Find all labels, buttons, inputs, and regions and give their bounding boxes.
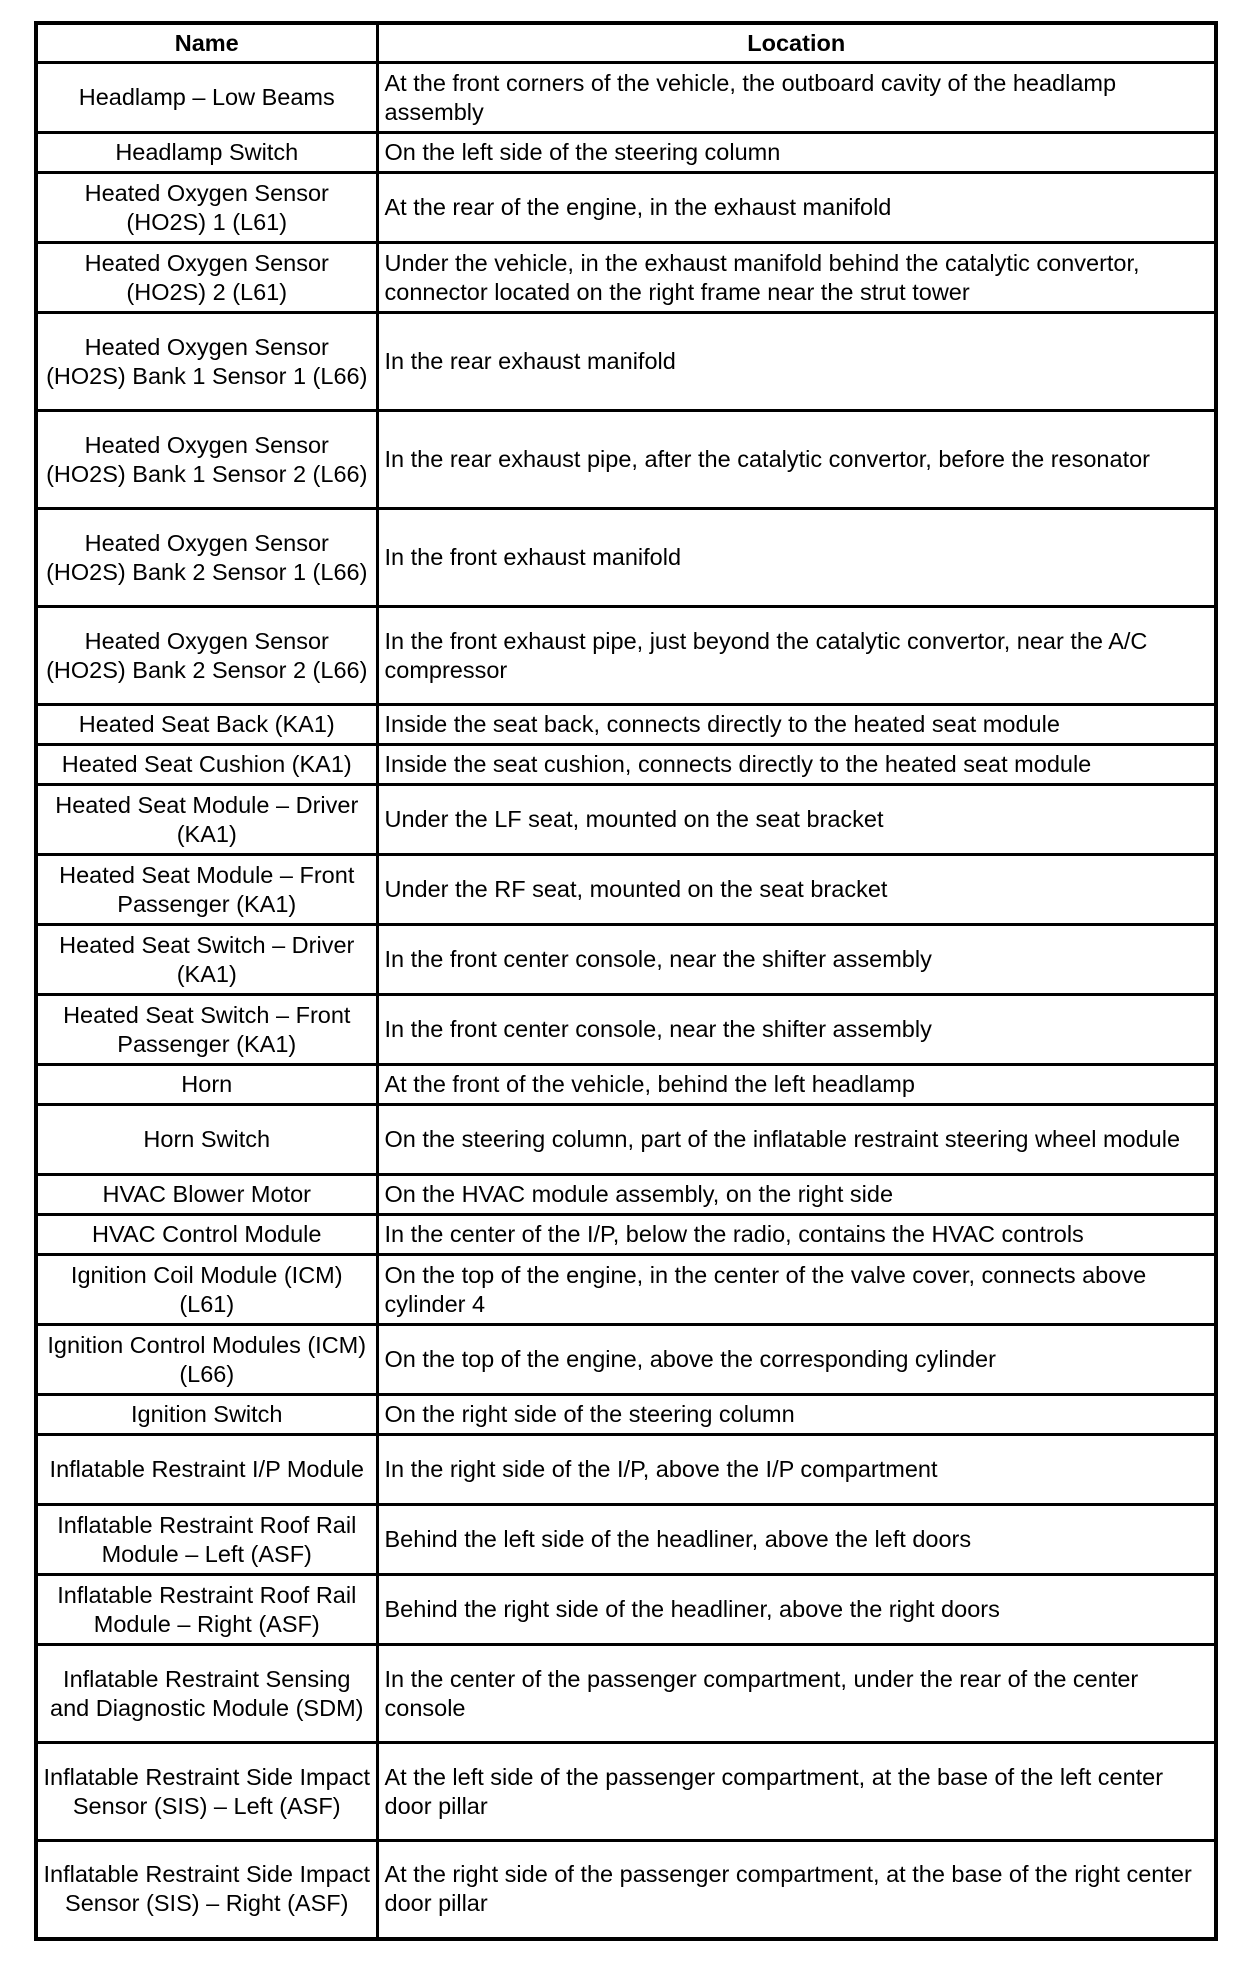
component-location-cell: Behind the left side of the headliner, above the left doors xyxy=(377,1505,1216,1575)
table-row xyxy=(36,509,1216,607)
component-name-cell: Inflatable Restraint Side Impact Sensor (SIS) – Right (ASF) xyxy=(36,1841,377,1939)
component-name-cell: Heated Oxygen Sensor (HO2S) Bank 2 Sensor 2 (L66) xyxy=(36,607,377,705)
component-name-cell: Horn xyxy=(36,1065,377,1105)
table-row xyxy=(36,63,1216,133)
table-row xyxy=(36,855,1216,925)
table-row xyxy=(36,1065,1216,1105)
component-location-cell: In the rear exhaust pipe, after the catalytic convertor, before the resonator xyxy=(377,411,1216,509)
component-name-cell: Inflatable Restraint Roof Rail Module – Right (ASF) xyxy=(36,1575,377,1645)
component-location-cell: On the top of the engine, above the corresponding cylinder xyxy=(377,1325,1216,1395)
component-location-cell: On the steering column, part of the inflatable restraint steering wheel module xyxy=(377,1105,1216,1175)
table-row xyxy=(36,173,1216,243)
table-row xyxy=(36,1215,1216,1255)
component-name-cell: Heated Oxygen Sensor (HO2S) Bank 2 Sensor 1 (L66) xyxy=(36,509,377,607)
component-location-cell: Inside the seat cushion, connects directly to the heated seat module xyxy=(377,745,1216,785)
table-row xyxy=(36,785,1216,855)
component-location-cell: In the center of the I/P, below the radio, contains the HVAC controls xyxy=(377,1215,1216,1255)
column-header-location: Location xyxy=(377,23,1216,63)
table-row xyxy=(36,411,1216,509)
table-row xyxy=(36,607,1216,705)
component-name-cell: Heated Seat Cushion (KA1) xyxy=(36,745,377,785)
table-row xyxy=(36,995,1216,1065)
component-name-cell: HVAC Control Module xyxy=(36,1215,377,1255)
table-row xyxy=(36,1105,1216,1175)
table-row xyxy=(36,1505,1216,1575)
component-name-cell: Inflatable Restraint Side Impact Sensor (SIS) – Left (ASF) xyxy=(36,1743,377,1841)
component-location-cell: In the front center console, near the shifter assembly xyxy=(377,925,1216,995)
component-location-cell: At the rear of the engine, in the exhaust manifold xyxy=(377,173,1216,243)
component-location-cell: Under the vehicle, in the exhaust manifold behind the catalytic convertor, connector located on the right frame near the strut tower xyxy=(377,243,1216,313)
component-location-table xyxy=(34,21,1218,1941)
component-name-cell: Heated Seat Module – Driver (KA1) xyxy=(36,785,377,855)
table-row xyxy=(36,745,1216,785)
component-location-cell: Under the LF seat, mounted on the seat bracket xyxy=(377,785,1216,855)
table-row xyxy=(36,243,1216,313)
component-name-cell: Heated Oxygen Sensor (HO2S) 1 (L61) xyxy=(36,173,377,243)
component-name-cell: Headlamp – Low Beams xyxy=(36,63,377,133)
table-row xyxy=(36,1325,1216,1395)
component-location-cell: On the HVAC module assembly, on the right side xyxy=(377,1175,1216,1215)
component-location-cell: At the front of the vehicle, behind the left headlamp xyxy=(377,1065,1216,1105)
column-header-name: Name xyxy=(36,23,377,63)
component-location-cell: In the front exhaust pipe, just beyond the catalytic convertor, near the A/C compressor xyxy=(377,607,1216,705)
component-name-cell: Heated Seat Switch – Front Passenger (KA1) xyxy=(36,995,377,1065)
component-location-cell: In the center of the passenger compartment, under the rear of the center console xyxy=(377,1645,1216,1743)
component-location-cell: On the left side of the steering column xyxy=(377,133,1216,173)
component-name-cell: HVAC Blower Motor xyxy=(36,1175,377,1215)
component-location-cell: Under the RF seat, mounted on the seat bracket xyxy=(377,855,1216,925)
component-location-cell: On the right side of the steering column xyxy=(377,1395,1216,1435)
component-name-cell: Heated Oxygen Sensor (HO2S) Bank 1 Sensor 1 (L66) xyxy=(36,313,377,411)
component-location-cell: On the top of the engine, in the center of the valve cover, connects above cylinder 4 xyxy=(377,1255,1216,1325)
table-row xyxy=(36,1743,1216,1841)
table-row xyxy=(36,1395,1216,1435)
table-body xyxy=(36,63,1216,1939)
table-row xyxy=(36,1575,1216,1645)
component-name-cell: Heated Oxygen Sensor (HO2S) 2 (L61) xyxy=(36,243,377,313)
header-row xyxy=(36,23,1216,63)
table-row xyxy=(36,1435,1216,1505)
component-name-cell: Inflatable Restraint Sensing and Diagnostic Module (SDM) xyxy=(36,1645,377,1743)
component-name-cell: Ignition Control Modules (ICM) (L66) xyxy=(36,1325,377,1395)
component-name-cell: Heated Oxygen Sensor (HO2S) Bank 1 Sensor 2 (L66) xyxy=(36,411,377,509)
component-name-cell: Inflatable Restraint I/P Module xyxy=(36,1435,377,1505)
table-row xyxy=(36,1841,1216,1939)
component-location-cell: In the front center console, near the shifter assembly xyxy=(377,995,1216,1065)
component-location-cell: At the front corners of the vehicle, the outboard cavity of the headlamp assembly xyxy=(377,63,1216,133)
component-name-cell: Heated Seat Back (KA1) xyxy=(36,705,377,745)
component-location-cell: In the rear exhaust manifold xyxy=(377,313,1216,411)
component-name-cell: Heated Seat Switch – Driver (KA1) xyxy=(36,925,377,995)
table-row xyxy=(36,1255,1216,1325)
component-location-cell: Behind the right side of the headliner, above the right doors xyxy=(377,1575,1216,1645)
component-name-cell: Headlamp Switch xyxy=(36,133,377,173)
component-location-cell: In the front exhaust manifold xyxy=(377,509,1216,607)
component-name-cell: Inflatable Restraint Roof Rail Module – Left (ASF) xyxy=(36,1505,377,1575)
component-name-cell: Heated Seat Module – Front Passenger (KA1) xyxy=(36,855,377,925)
component-name-cell: Ignition Switch xyxy=(36,1395,377,1435)
table-row xyxy=(36,133,1216,173)
table-row xyxy=(36,1645,1216,1743)
table-row xyxy=(36,313,1216,411)
component-location-cell: At the left side of the passenger compartment, at the base of the left center door pillar xyxy=(377,1743,1216,1841)
table-row xyxy=(36,1175,1216,1215)
component-name-cell: Horn Switch xyxy=(36,1105,377,1175)
table-row xyxy=(36,925,1216,995)
component-location-cell: In the right side of the I/P, above the I/P compartment xyxy=(377,1435,1216,1505)
component-location-cell: Inside the seat back, connects directly to the heated seat module xyxy=(377,705,1216,745)
table-row xyxy=(36,705,1216,745)
component-location-cell: At the right side of the passenger compartment, at the base of the right center door pillar xyxy=(377,1841,1216,1939)
component-name-cell: Ignition Coil Module (ICM) (L61) xyxy=(36,1255,377,1325)
